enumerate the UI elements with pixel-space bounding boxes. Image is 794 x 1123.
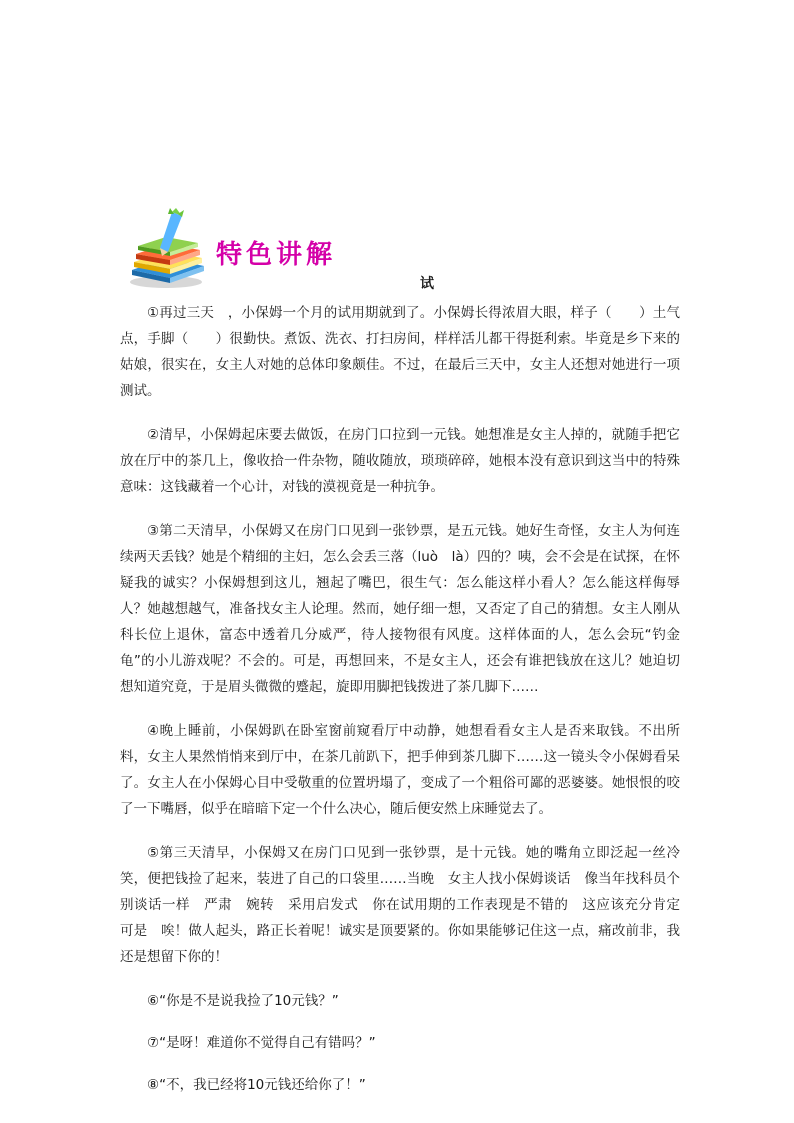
section-banner (124, 208, 344, 290)
books-and-pencil-icon (124, 208, 214, 290)
section-title: 特色讲解 (216, 240, 337, 270)
document-body (120, 300, 694, 1114)
paragraph-3: ③第二天清早，小保姆又在房门口见到一张钞票，是五元钱。她好生奇怪，女主人为何连续两天丢钱？她是个精细的主妇，怎么会丢三落（luò là）四的？咦，会不会是在试探，在怀疑我的诚实？小保姆想到这儿，翘起了嘴巴，很生气：怎么能这样小看人？怎么能这样侮辱人？她越想越气，准备找女主人论理。然而，她仔细一想，又否定了自己的猜想。女主人刚从科长位上退休，富态中透着几分威严，待人接物很有风度。这样体面的人，怎么会玩“钓金龟”的小儿游戏呢？不会的。可是，再想回来，不是女主人，还会有谁把钱放在这儿？她迫切想知道究竟，于是眉头微微的蹙起，旋即用脚把钱拨进了茶几脚下…… (120, 523, 680, 695)
paragraph-2: ②清早，小保姆起床要去做饭，在房门口拉到一元钱。她想准是女主人掉的，就随手把它放在厅中的茶几上，像收拾一件杂物，随收随放，琐琐碎碎，她根本没有意识到这当中的特殊意味：这钱藏着一个心计，对钱的漠视竟是一种抗争。 (120, 427, 680, 495)
paragraph-7: ⑦“是呀！难道你不觉得自己有错吗？” (147, 1035, 376, 1051)
paragraph-1: ①再过三天 ，小保姆一个月的试用期就到了。小保姆长得浓眉大眼，样子（ ）土气点，手脚（ ）很勤快。煮饭、洗衣、打扫房间，样样活儿都干得挺利索。毕竟是乡下来的姑娘，很实在，女主人对她的总体印象颇佳。不过，在最后三天中，女主人还想对她进行一项测试。 (120, 305, 680, 399)
paragraph-8: ⑧“不，我已经将10元钱还给你了！” (147, 1077, 366, 1093)
document-title: 试 (420, 276, 434, 292)
paragraph-5: ⑤第三天清早，小保姆又在房门口见到一张钞票，是十元钱。她的嘴角立即泛起一丝冷笑，便把钱捡了起来，装进了自己的口袋里……当晚 女主人找小保姆谈话 像当年找科员个别谈话一样 严肃 婉转 采用启发式 你在试用期的工作表现是不错的 这应该充分肯定 可是 唉！做人起头，路正长着呢！诚实是顶要紧的。你如果能够记住这一点，痛改前非，我还是想留下你的！ (120, 845, 694, 965)
paragraph-6: ⑥“你是不是说我捡了10元钱？” (147, 993, 339, 1009)
paragraph-4: ④晚上睡前，小保姆趴在卧室窗前窥看厅中动静，她想看看女主人是否来取钱。不出所料，女主人果然悄悄来到厅中，在茶几前趴下，把手伸到茶几脚下……这一镜头令小保姆看呆了。女主人在小保姆心目中受敬重的位置坍塌了，变成了一个粗俗可鄙的恶婆婆。她恨恨的咬了一下嘴唇，似乎在暗暗下定一个什么决心，随后便安然上床睡觉去了。 (120, 723, 680, 817)
